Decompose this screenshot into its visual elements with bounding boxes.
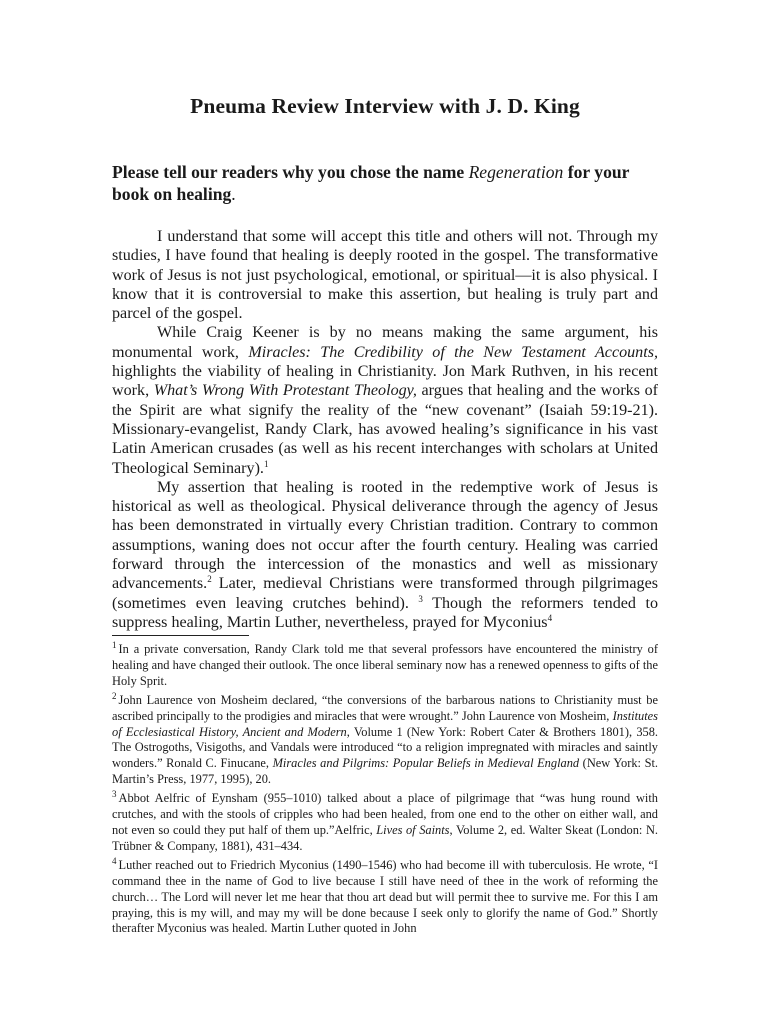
text-segment: In a private conversation, Randy Clark told me that several professors have encountered the ministry of healing and have changed their outlook. The once liberal seminary now has a renewed openness to gifts of the Holy Sprit. <box>112 642 658 688</box>
italic-text: Lives of Saints <box>376 822 450 837</box>
text-segment: argues that healing and the works of the Spirit are what signify the reality of the “new covenant” (Isaiah 59:19-21). Missionary-evangelist, Randy Clark, has avowed healing’s significance in his vast Latin American crusades (as well as his recent interchanges with scholars at United Theological Seminary). <box>112 382 658 477</box>
text-segment: Abbot Aelfric of Eynsham (955–1010) talked about a place of pilgrimage that “was hung round with crutches, and with the stools of cripples who had been healed, from one end to the other on either wall, and not even so could they put half of them up.”Aelfric, <box>112 791 658 837</box>
footnote-number: 2 <box>112 690 117 701</box>
page-title: Pneuma Review Interview with J. D. King <box>190 94 580 118</box>
body-paragraph <box>112 478 658 632</box>
footnote <box>112 855 658 938</box>
body-paragraph <box>112 323 658 477</box>
book-title: Regeneration <box>468 162 564 182</box>
footnote <box>112 791 658 855</box>
footnote-ref[interactable]: 3 <box>418 593 423 604</box>
text-segment: My assertion that healing is rooted in the redemptive work of Jesus is historical as well as theological. Physical deliverance through the agency of Jesus has been demonstrated in virtually every Christian tradition. Contrary to common assumptions, waning does not occur after the fourth century. Healing was carried forward through the intercession of the monastics and well as missionary advancements. <box>112 478 658 593</box>
text-segment: highlights the viability of healing in Christianity. Jon Mark Ruthven, in his recent work, <box>112 363 658 400</box>
text-segment: While Craig Keener is by no means making the same argument, his monumental work, <box>112 324 658 361</box>
question-text-end: for your book on healing <box>112 162 630 204</box>
body-paragraph <box>112 227 658 323</box>
footnotes <box>112 642 658 940</box>
text-segment: , Volume 2, ed. Walter Skeat (London: N. Trübner & Company, 1881), 431–434. <box>112 822 659 853</box>
text-segment: John Laurence von Mosheim declared, “the conversions of the barbarous nations to Christianity must be ascribed principally to the prodigies and miracles that were wrought.” John Laurence von Mosheim, <box>112 692 658 723</box>
text-segment: (New York: St. Martin’s Press, 1977, 1995), 20. <box>112 756 659 787</box>
italic-text: Institutes of Ecclesiastical History, Ancient and Modern <box>112 708 658 739</box>
footnote <box>112 690 659 788</box>
text-segment: Later, medieval Christians were transformed through pilgrimages (sometimes even leaving crutches behind). <box>112 575 658 612</box>
footnote-number: 3 <box>112 789 117 800</box>
text-segment: Though the reformers tended to suppress healing, Martin Luther, nevertheless, prayed for Myconius <box>112 594 658 631</box>
footnote <box>112 642 658 690</box>
italic-text: Miracles: The Credibility of the New Testament Accounts, <box>248 343 658 361</box>
interview-question <box>112 161 658 205</box>
text-segment: Luther reached out to Friedrich Myconius (1490–1546) who had become ill with tuberculosis. He wrote, “I command thee in the name of God to live because I still have need of thee in the work of reforming the church… The Lord will never let me hear that thou art dead but will permit thee to survive me. For this I am praying, this is my will, and may my will be done because I seek only to glorify the name of God.” Shortly therafter Myconius was healed. Martin Luther quoted in John <box>112 857 658 936</box>
footnote-number: 4 <box>112 855 117 866</box>
footnote-ref[interactable]: 1 <box>263 458 269 469</box>
italic-text: Miracles and Pilgrims: Popular Beliefs in Medieval England <box>272 756 580 771</box>
text-segment: , Volume 1 (New York: Robert Cater & Brothers 1801), 358. The Ostrogoths, Visigoths, and Vandals were introduced “to a religion impregnated with miracles and saintly wonders.” Ronald C. Finucane, <box>112 724 658 771</box>
footnote-ref[interactable]: 2 <box>207 574 212 585</box>
question-text: Please tell our readers why you chose the name <box>112 162 469 182</box>
text-segment: I understand that some will accept this title and others will not. Through my studies, I have found that healing is deeply rooted in the gospel. The transformative work of Jesus is not just psychological, emotional, or spiritual—it is also physical. I know that it is controversial to make this assertion, but healing is truly part and parcel of the gospel. <box>112 228 658 323</box>
footnote-ref[interactable]: 4 <box>547 612 553 623</box>
question-period: . <box>231 184 236 204</box>
footnote-divider <box>112 635 249 636</box>
answer-body <box>112 227 658 632</box>
footnote-number: 1 <box>112 640 117 650</box>
italic-text: What’s Wrong With Protestant Theology, <box>153 382 417 400</box>
